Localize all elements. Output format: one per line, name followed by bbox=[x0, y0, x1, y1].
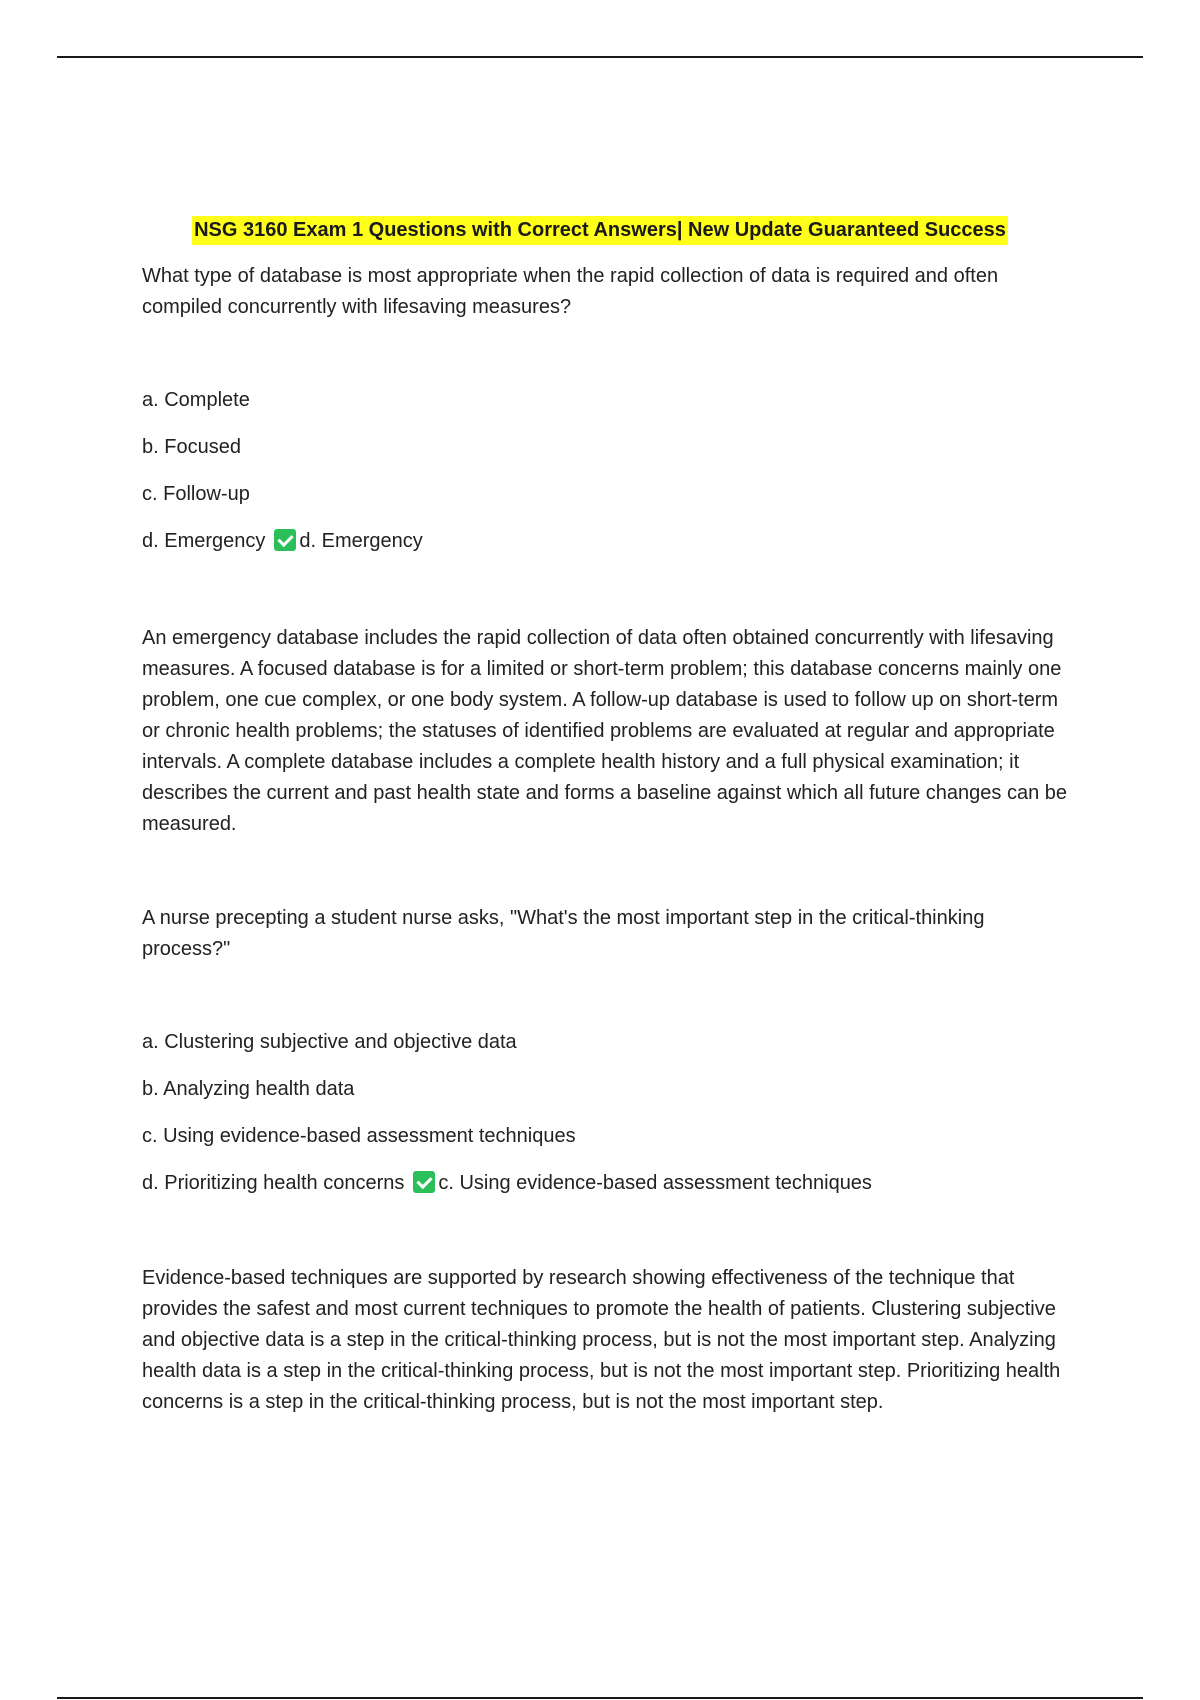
question-2-option-a: a. Clustering subjective and objective data bbox=[142, 1031, 517, 1053]
question-1-explanation: An emergency database includes the rapid collection of data often obtained concurrently with lifesaving measures. A focused database is for a limited or short-term problem; this database concerns mainly one problem, one cue complex, or one body system. A follow-up database is used to follow up on short-term or chronic health problems; the statuses of identified problems are evaluated at regular and appropriate intervals. A complete database includes a complete health history and a full physical examination; it describes the current and past health state and forms a baseline against which all future changes can be measured. bbox=[142, 627, 1068, 835]
question-1-option-d-row bbox=[142, 526, 1072, 557]
check-mark-icon bbox=[413, 1171, 435, 1193]
question-2-text: A nurse precepting a student nurse asks, "What's the most important step in the critical-thinking process?" bbox=[142, 907, 985, 960]
bottom-rule bbox=[57, 1697, 1143, 1699]
question-2-option-d: d. Prioritizing health concerns bbox=[142, 1172, 405, 1194]
question-1-option-a: a. Complete bbox=[142, 389, 250, 411]
question-2-options bbox=[142, 1027, 1072, 1199]
question-2-explanation: Evidence-based techniques are supported by research showing effectiveness of the technique that provides the safest and most current techniques to promote the health of patients. Clustering subjective and objective data is a step in the critical-thinking process, but is not the most important step. Analyzing health data is a step in the critical-thinking process, but is not the most important step. Prioritizing health concerns is a step in the critical-thinking process, but is not the most important step. bbox=[142, 1267, 1061, 1413]
top-rule bbox=[57, 56, 1143, 58]
question-2-option-d-row bbox=[142, 1168, 1072, 1199]
question-1-answer: d. Emergency bbox=[299, 530, 423, 552]
question-1-option-d: d. Emergency bbox=[142, 530, 266, 552]
document-title: NSG 3160 Exam 1 Questions with Correct Answers| New Update Guaranteed Success bbox=[192, 216, 1008, 245]
question-2-answer: c. Using evidence-based assessment techniques bbox=[438, 1172, 872, 1194]
check-mark-icon bbox=[274, 529, 296, 551]
question-1-option-b: b. Focused bbox=[142, 436, 241, 458]
question-1-option-c: c. Follow-up bbox=[142, 483, 250, 505]
question-1-text: What type of database is most appropriate when the rapid collection of data is required and often compiled concurrently with lifesaving measures? bbox=[142, 265, 999, 318]
question-2-option-b: b. Analyzing health data bbox=[142, 1078, 355, 1100]
question-1-options bbox=[142, 385, 1072, 557]
question-2-option-c: c. Using evidence-based assessment techniques bbox=[142, 1125, 576, 1147]
title-container bbox=[0, 216, 1200, 245]
